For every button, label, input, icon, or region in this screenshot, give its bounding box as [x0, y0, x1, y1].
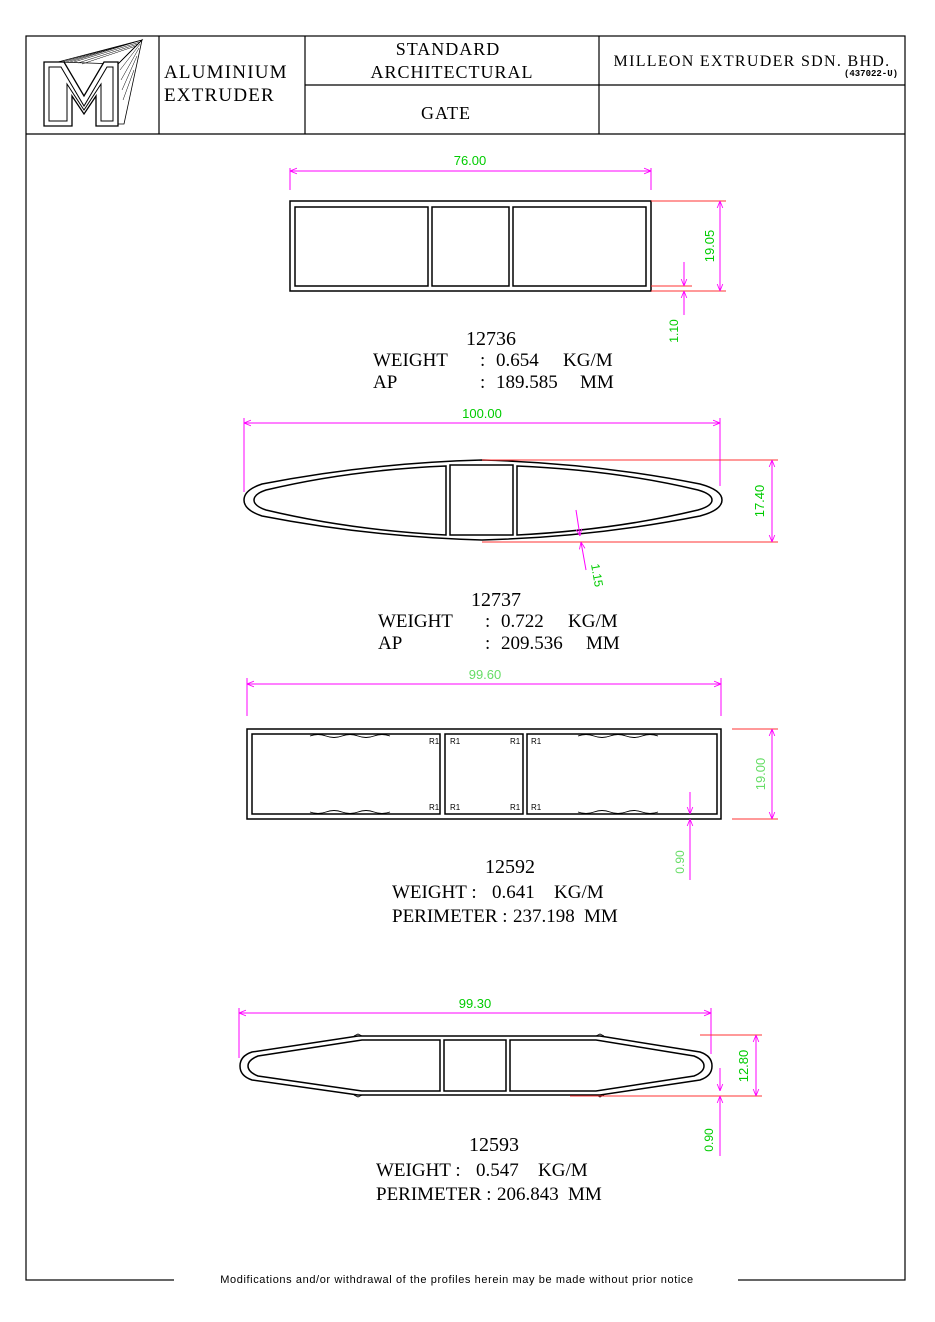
profile-12593-perimeter-label: PERIMETER :	[376, 1184, 492, 1205]
profile-12737-weight-label: WEIGHT	[378, 611, 453, 632]
profile-12593	[239, 996, 762, 1205]
radius-label: R1	[531, 737, 542, 746]
profile-12592-code: 12592	[485, 856, 535, 878]
profile-12593-height-dim: 12.80	[736, 1049, 751, 1083]
profile-12737-ap-label: AP	[378, 633, 403, 654]
profile-12592-wall-dim: 0.90	[673, 850, 687, 874]
profile-12593-dimensions	[239, 996, 762, 1156]
profile-12737-wall-dim: 1.15	[588, 562, 606, 589]
profile-12593-perimeter-value: 206.843	[497, 1184, 559, 1205]
profile-12736-ap-value: 189.585	[496, 372, 558, 393]
profile-12736-weight-value: 0.654	[496, 350, 539, 371]
profile-12736-dimensions	[290, 153, 726, 343]
company-registration: (437022-U)	[843, 69, 898, 79]
application-title: GATE	[421, 103, 471, 123]
profile-12736-section	[290, 201, 651, 291]
profile-12593-code: 12593	[469, 1134, 519, 1156]
profile-12737-section	[244, 460, 722, 540]
company-type-line1: ALUMINIUM	[164, 62, 288, 83]
profile-12592-height-dim: 19.00	[753, 757, 768, 791]
profile-12736-ap-unit: MM	[580, 372, 614, 393]
profile-12736-weight-unit: KG/M	[563, 350, 613, 371]
title-block	[26, 36, 905, 134]
profile-12736-weight-label: WEIGHT	[373, 350, 448, 371]
profile-12736	[290, 153, 726, 393]
profile-12737	[244, 406, 778, 654]
profile-12592-dimensions	[247, 667, 778, 880]
profile-12736-ap-label: AP	[373, 372, 398, 393]
profile-12736-width-dim: 76.00	[453, 153, 487, 168]
profile-12592-weight-value: 0.641	[492, 882, 535, 903]
profile-12592	[247, 667, 778, 927]
profile-12592-perimeter-unit: MM	[584, 906, 618, 927]
profile-12736-ap-sep: :	[480, 372, 486, 393]
profile-12737-weight-value: 0.722	[501, 611, 544, 632]
profile-12737-ap-value: 209.536	[501, 633, 563, 654]
profile-12737-dimensions	[244, 406, 778, 588]
company-name: MILLEON EXTRUDER SDN. BHD.	[613, 53, 891, 70]
profile-12593-weight-label: WEIGHT :	[376, 1160, 461, 1181]
profile-12593-wall-dim: 0.90	[702, 1128, 716, 1152]
profile-12737-specs	[378, 589, 620, 654]
profile-12737-code: 12737	[471, 589, 521, 611]
profile-12737-width-dim: 100.00	[462, 406, 502, 421]
profile-12592-perimeter-label: PERIMETER :	[392, 906, 508, 927]
profile-12592-radius-labels	[429, 737, 542, 812]
profile-12593-weight-unit: KG/M	[538, 1160, 588, 1181]
profile-12592-width-dim: 99.60	[468, 667, 502, 682]
profile-12592-weight-label: WEIGHT :	[392, 882, 477, 903]
profile-12736-specs	[373, 328, 614, 393]
footer-note: Modifications and/or withdrawal of the profiles herein may be made without prior notice	[220, 1274, 694, 1286]
profile-12737-height-dim: 17.40	[752, 484, 767, 518]
radius-label: R1	[510, 737, 521, 746]
profile-12592-perimeter-value: 237.198	[513, 906, 575, 927]
profile-12737-ap-unit: MM	[586, 633, 620, 654]
radius-label: R1	[510, 803, 521, 812]
profile-12593-width-dim: 99.30	[458, 996, 492, 1011]
profile-12736-height-dim: 19.05	[702, 229, 717, 263]
radius-label: R1	[429, 803, 440, 812]
logo-icon	[44, 40, 142, 126]
profile-12737-weight-sep: :	[485, 611, 491, 632]
profile-12737-weight-unit: KG/M	[568, 611, 618, 632]
radius-label: R1	[429, 737, 440, 746]
profile-12593-section	[240, 1034, 712, 1097]
profile-12592-section	[247, 729, 721, 819]
profile-12736-wall-dim: 1.10	[667, 319, 681, 343]
profile-12737-ap-sep: :	[485, 633, 491, 654]
profile-12592-weight-unit: KG/M	[554, 882, 604, 903]
profile-12736-code: 12736	[466, 328, 516, 350]
radius-label: R1	[450, 803, 461, 812]
radius-label: R1	[531, 803, 542, 812]
profile-12736-weight-sep: :	[480, 350, 486, 371]
profile-12593-weight-value: 0.547	[476, 1160, 519, 1181]
company-type-line2: EXTRUDER	[164, 85, 275, 106]
profile-12592-specs	[392, 856, 618, 927]
sheet-border	[26, 36, 905, 1280]
profile-12593-perimeter-unit: MM	[568, 1184, 602, 1205]
profile-12593-specs	[376, 1134, 602, 1205]
radius-label: R1	[450, 737, 461, 746]
category-line2: ARCHITECTURAL	[370, 62, 534, 82]
category-line1: STANDARD	[395, 39, 501, 59]
